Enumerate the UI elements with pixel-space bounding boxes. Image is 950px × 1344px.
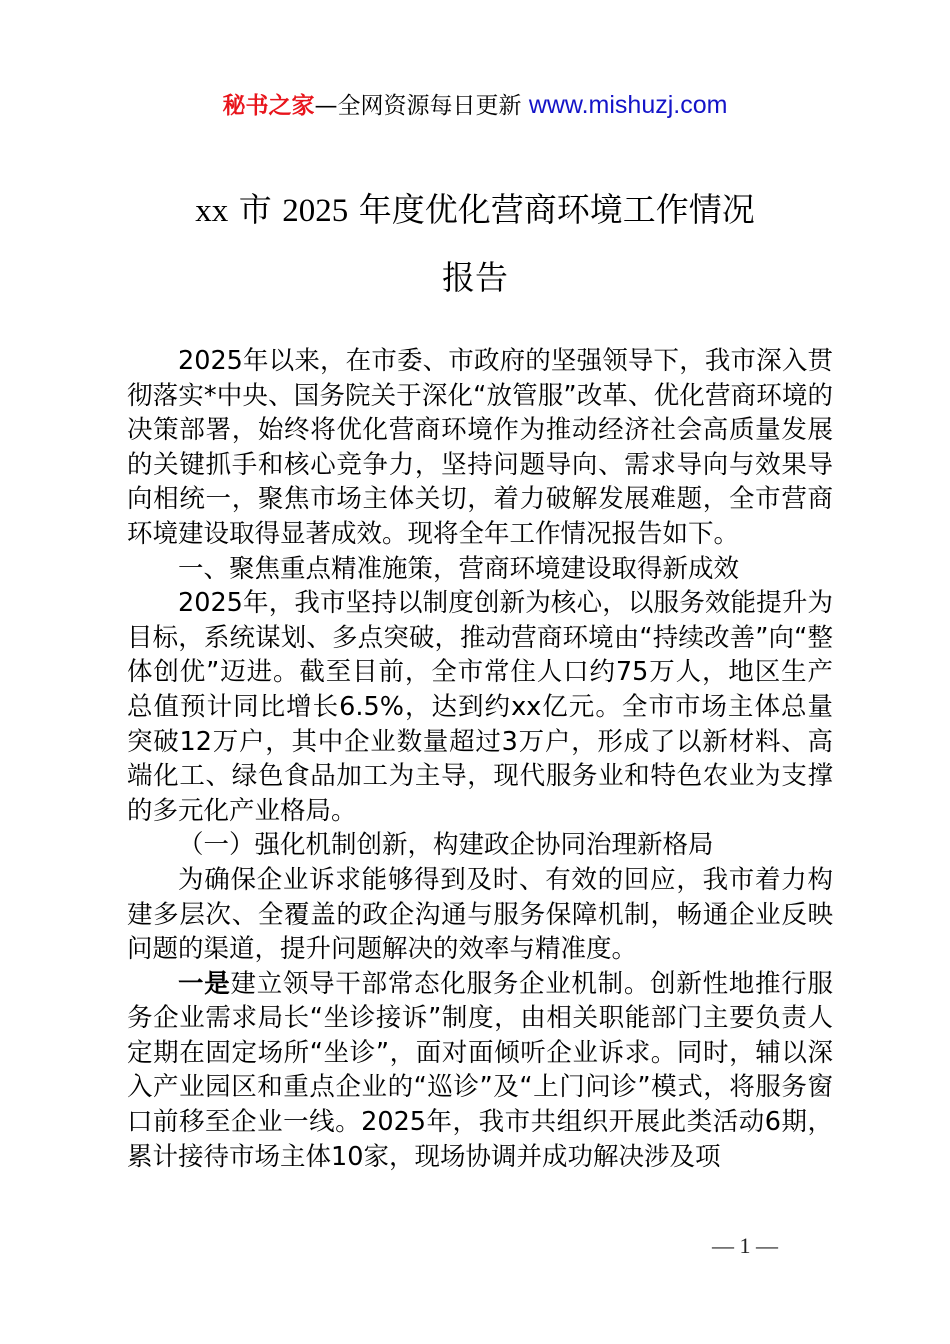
section-heading-1: 一、聚焦重点精准施策，营商环境建设取得新成效 (178, 553, 740, 584)
paragraph-overview: 2025年，我市坚持以制度创新为核心，以服务效能提升为目标，系统谋划、多点突破，推动营商环境由“持续改善”向“整体创优”迈进。截至目前，全市常住人口约75万人，地区生产总值预计同比增长6.5%，达到约xx亿元。全市市场主体总量突破12万户，其中企业数量超过3万户，形成了以新材料、高端化工、绿色食品加工为主导，现代服务业和特色农业为支撑的多元化产业格局。 (127, 588, 833, 826)
site-banner (0, 88, 950, 123)
banner-url-link[interactable]: www.mishuzj.com (528, 91, 728, 119)
point-1-text: 建立领导干部常态化服务企业机制。创新性地推行服务企业需求局长“坐诊接诉”制度，由相关职能部门主要负责人定期在固定场所“坐诊”，面对面倾听企业诉求。同时，辅以深入产业园区和重点企业的“巡诊”及“上门问诊”模式，将服务窗口前移至企业一线。2025年，我市共组织开展此类活动6期，累计接待市场主体10家，现场协调并成功解决涉及项 (127, 968, 833, 1172)
page-number: — 1 — (712, 1233, 778, 1258)
paragraph-point-1 (127, 967, 833, 1175)
point-1-lead: 一是 (178, 968, 231, 999)
title-prefix: xx (195, 193, 229, 229)
banner-brand: 秘书之家 (222, 93, 315, 119)
document-body (127, 344, 833, 1174)
title-rest: 年度优化营商环境工作情况 (358, 190, 755, 229)
paragraph-mechanism: 为确保企业诉求能够得到及时、有效的回应，我市着力构建多层次、全覆盖的政企沟通与服务保障机制，畅通企业反映问题的渠道，提升问题解决的效率与精准度。 (127, 864, 833, 965)
title-year: 2025 (282, 193, 349, 229)
subsection-heading-1: （一）强化机制创新，构建政企协同治理新格局 (178, 830, 714, 861)
document-title-line-2: 报告 (442, 258, 508, 297)
document-title-line-1 (0, 190, 950, 231)
banner-slogan: —全网资源每日更新 (314, 93, 522, 119)
paragraph-intro: 2025年以来，在市委、市政府的坚强领导下，我市深入贯彻落实*中央、国务院关于深化“放管服”改革、优化营商环境的决策部署，始终将优化营商环境作为推动经济社会高质量发展的关键抓手和核心竞争力，坚持问题导向、需求导向与效果导向相统一，聚焦市场主体关切，着力破解发展难题，全市营商环境建设取得显著成效。现将全年工作情况报告如下。 (127, 346, 833, 549)
title-city: 市 (238, 190, 272, 229)
